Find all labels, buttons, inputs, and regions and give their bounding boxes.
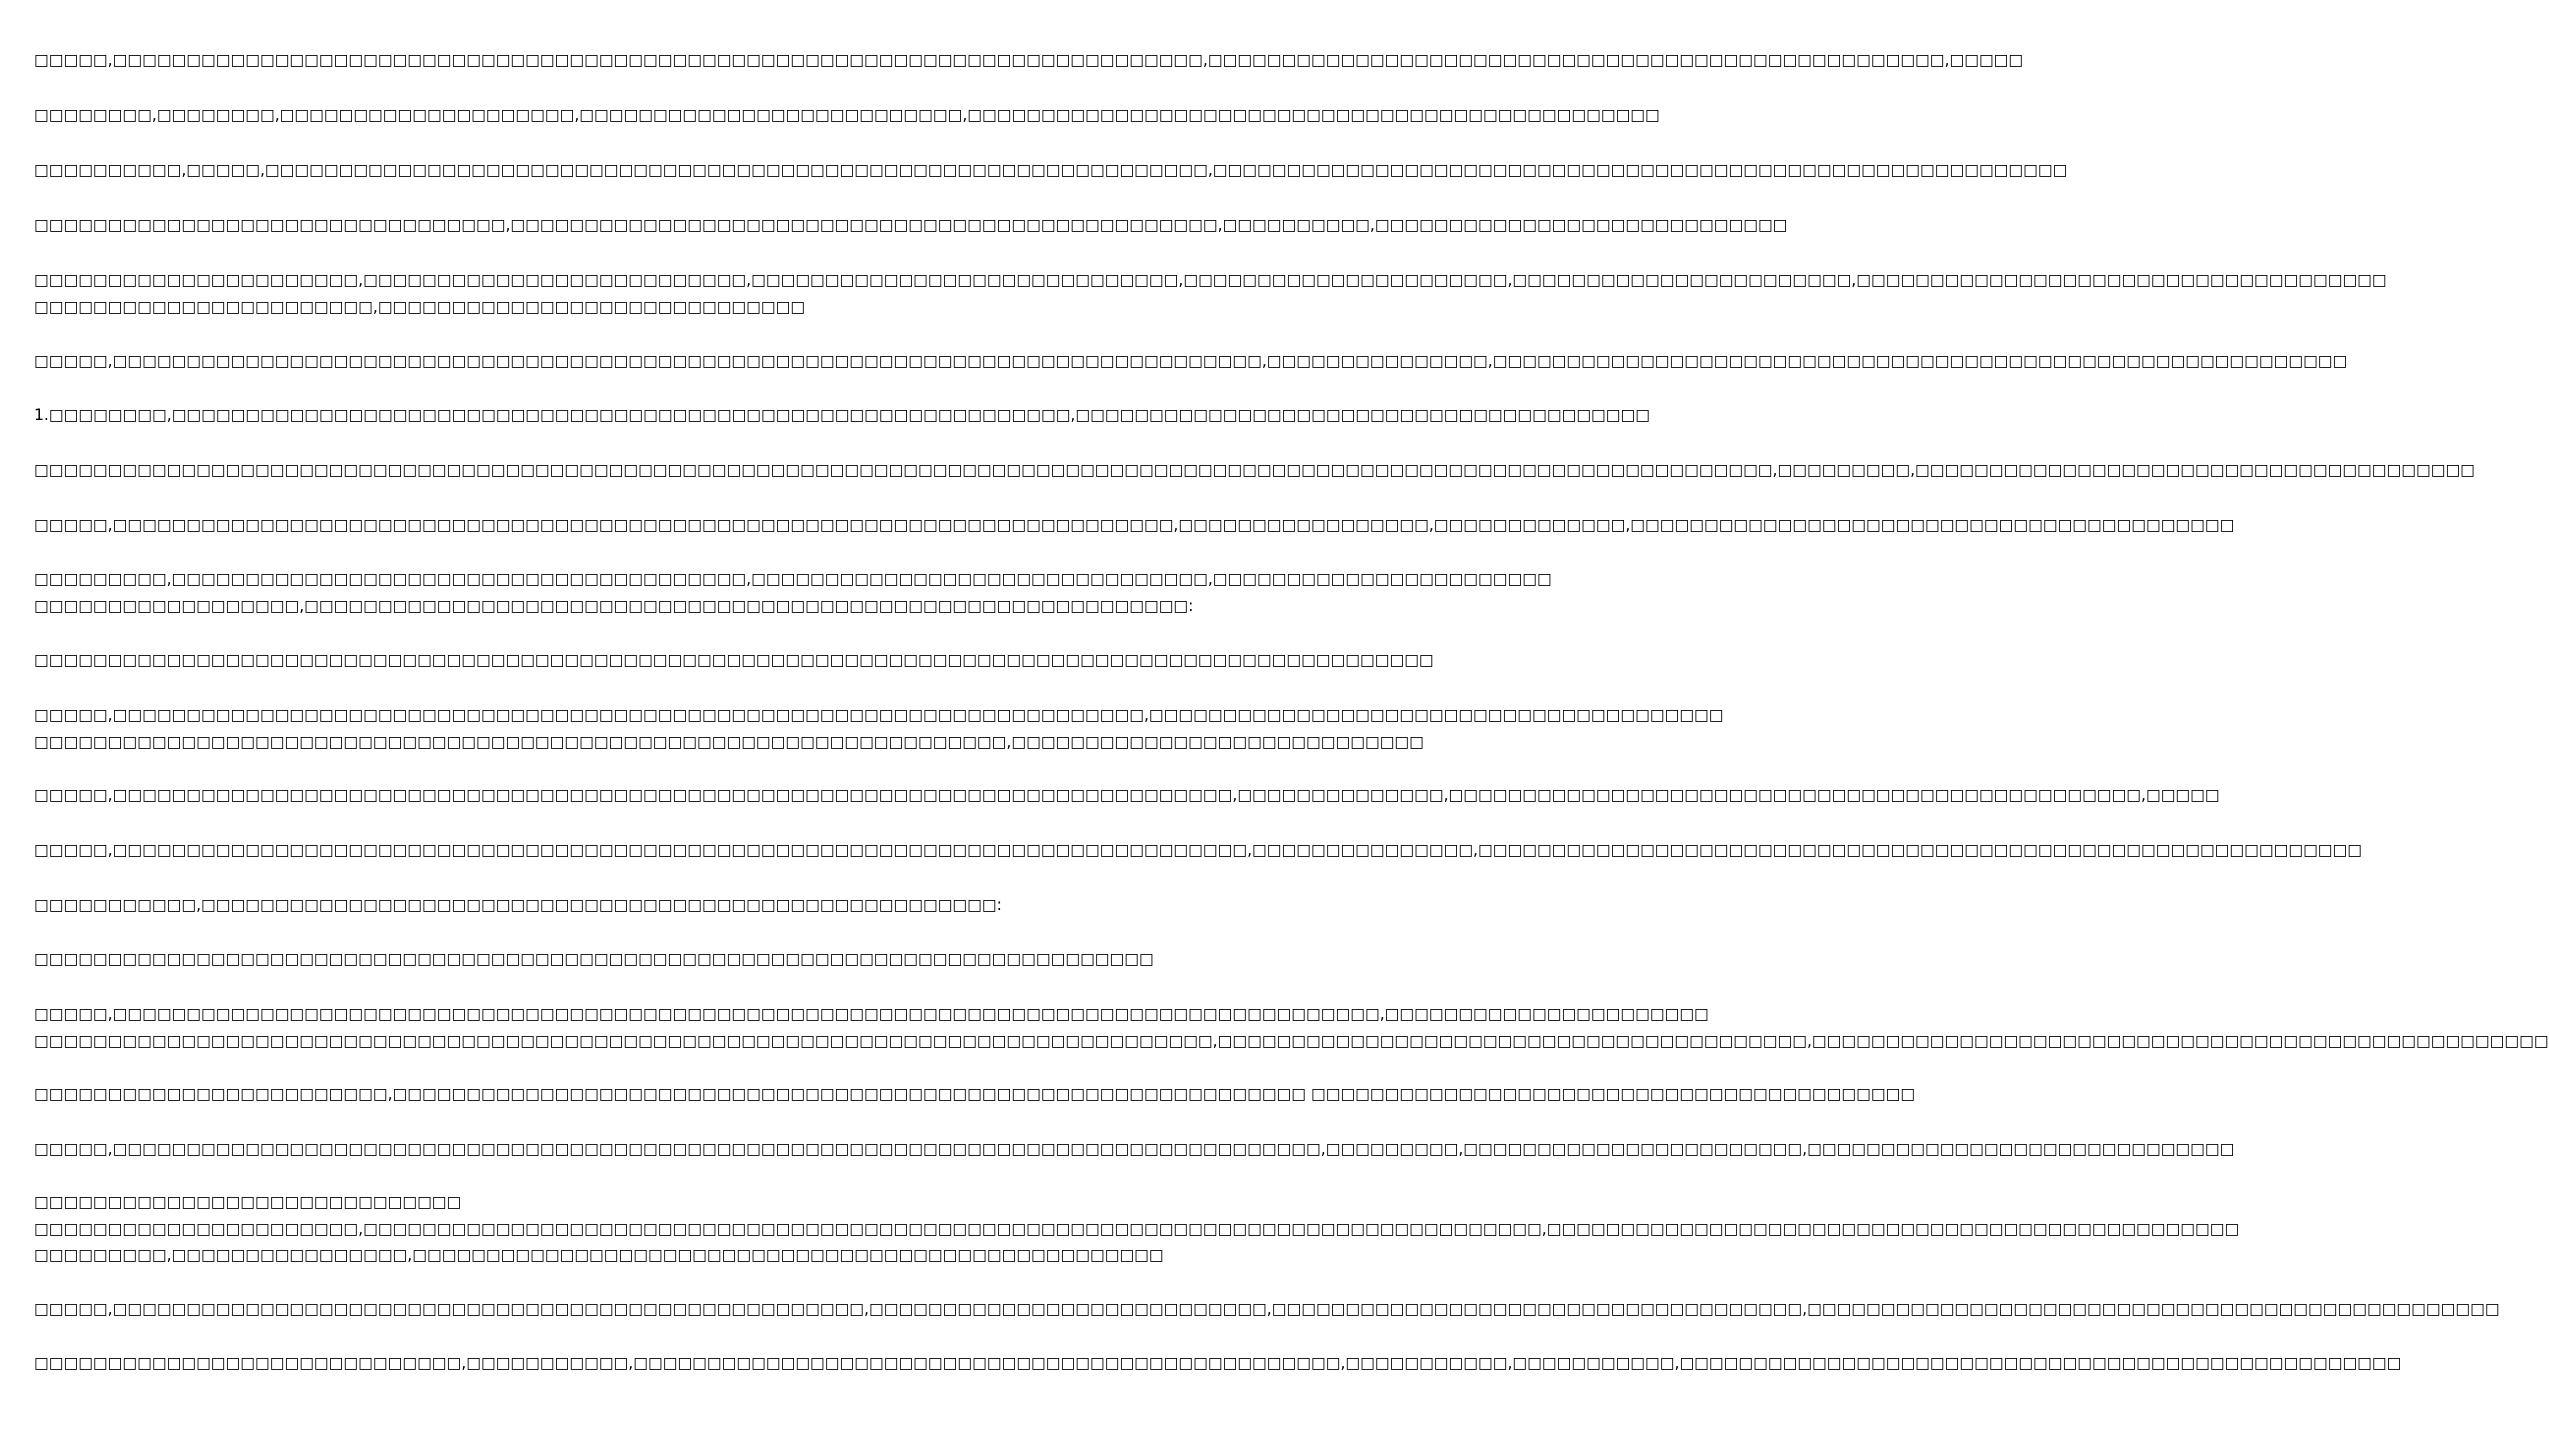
paragraph-9: □□□□□,□□□□□□□□□□□□□□□□□□□□□□□□□□□□□□□□□□□□□□□□□□□□□□□□□□□□□□□□□□□□□□□□□□□□□□□□,□□□□□□□□□□□□□□□□□,□□□□□□□□□□□□□,□□□□□□□□□□□□□□□□□□□□□□□□□□□□□□□□□□□□□□□□□ [34, 516, 2235, 534]
paragraph-14: □□□□□,□□□□□□□□□□□□□□□□□□□□□□□□□□□□□□□□□□□□□□□□□□□□□□□□□□□□□□□□□□□□□□□□□□□□□□□□□□□□□,□□□□□□□□□□□□□□□,□□□□□□□□□□□□□□□□□□□□□□□□□□□□□□□□□□□□□□□□□□□□□□□□□□□□□□□□□□□□ [34, 841, 2363, 859]
paragraph-2: □□□□□□□□,□□□□□□□□,□□□□□□□□□□□□□□□□□□□□,□□□□□□□□□□□□□□□□□□□□□□□□□□,□□□□□□□□□□□□□□□□□□□□□□□□□□□□□□□□□□□□□□□□□□□□□□□ [34, 106, 1660, 124]
paragraph-22: □□□□□□□□□□□□□□□□□□□□□□□□□□□□□,□□□□□□□□□□□,□□□□□□□□□□□□□□□□□□□□□□□□□□□□□□□□□□□□□□□□□□□□□□□□,□□□□□□□□□□□,□□□□□□□□□□□,□□□□□□□□□□□□□□□□□□□□□□□□□□□□□□□□□□□□□□□□□□□□□□□□□ [34, 1354, 2402, 1372]
paragraph-7: 1.□□□□□□□□,□□□□□□□□□□□□□□□□□□□□□□□□□□□□□□□□□□□□□□□□□□□□□□□□□□□□□□□□□□□□□,□□□□□□□□□□□□□□□□□□□□□□□□□□□□□□□□□□□□□□□ [34, 406, 1650, 424]
paragraph-16: □□□□□□□□□□□□□□□□□□□□□□□□□□□□□□□□□□□□□□□□□□□□□□□□□□□□□□□□□□□□□□□□□□□□□□□□□□□□ [34, 950, 1154, 968]
paragraph-11: □□□□□□□□□□□□□□□□□□□□□□□□□□□□□□□□□□□□□□□□□□□□□□□□□□□□□□□□□□□□□□□□□□□□□□□□□□□□□□□□□□□□□□□□□□□□□□□ [34, 651, 1434, 669]
paragraph-19: □□□□□,□□□□□□□□□□□□□□□□□□□□□□□□□□□□□□□□□□□□□□□□□□□□□□□□□□□□□□□□□□□□□□□□□□□□□□□□□□□□□□□□□□,□□□□□□□□□,□□□□□□□□□□□□□□□□□□□□□□□,□□□□□□□□□□□□□□□□□□□□□□□□□□□□□ [34, 1140, 2235, 1158]
paragraph-12: □□□□□,□□□□□□□□□□□□□□□□□□□□□□□□□□□□□□□□□□□□□□□□□□□□□□□□□□□□□□□□□□□□□□□□□□□□□□,□□□□□□□□□□□□□□□□□□□□□□□□□□□□□□□□□□□□□□□ □□□□□□□□□□□□□□□□□□□□□□□□□□□□□□□□□□□□□□□□□□□□□□□□□□□□□□□□□□□□□□□□□□,□□□□□□□□□□□□□□□□□□□□□□□□□□□□ [34, 706, 1724, 751]
paragraph-20: □□□□□□□□□□□□□□□□□□□□□□□□□□□□□ □□□□□□□□□□□□□□□□□□□□□□,□□□□□□□□□□□□□□□□□□□□□□□□□□□□□□□□□□□□□□□□□□□□□□□□□□□□□□□□□□□□□□□□□□□□□□□□□□□□□□□□,□□□□□□□□□□□□□□□□□□□□□□□□□□□□□□□□□□□□□□□□□□□□□□□ □□□□□□□□□,□□□□□□□□□□□□□□□□,□□□□□□□□□□□□□□□□□□□□□□□□□□□□□□□□□□□□□□□□□□□□□□□□□□□ [34, 1193, 2240, 1264]
paragraph-8: □□□□□□□□□□□□□□□□□□□□□□□□□□□□□□□□□□□□□□□□□□□□□□□□□□□□□□□□□□□□□□□□□□□□□□□□□□□□□□□□□□□□□□□□□□□□□□□□□□□□□□□□□□□□□□□□□□□□□□,□□□□□□□□□,□□□□□□□□□□□□□□□□□□□□□□□□□□□□□□□□□□□□□□ [34, 461, 2475, 479]
paragraph-3: □□□□□□□□□□,□□□□□,□□□□□□□□□□□□□□□□□□□□□□□□□□□□□□□□□□□□□□□□□□□□□□□□□□□□□□□□□□□□□□□□,□□□□□□□□□□□□□□□□□□□□□□□□□□□□□□□□□□□□□□□□□□□□□□□□□□□□□□□□□□ [34, 161, 2068, 179]
paragraph-4: □□□□□□□□□□□□□□□□□□□□□□□□□□□□□□□□,□□□□□□□□□□□□□□□□□□□□□□□□□□□□□□□□□□□□□□□□□□□□□□□□,□□□□□□□□□□,□□□□□□□□□□□□□□□□□□□□□□□□□□□□ [34, 216, 1788, 234]
paragraph-18: □□□□□□□□□□□□□□□□□□□□□□□□,□□□□□□□□□□□□□□□□□□□□□□□□□□□□□□□□□□□□□□□□□□□□□□□□□□□□□□□□□□□□□□ □□□□□□□□□□□□□□□□□□□□□□□□□□□□□□□□□□□□□□□□□ [34, 1085, 1916, 1103]
paragraph-5: □□□□□□□□□□□□□□□□□□□□□□,□□□□□□□□□□□□□□□□□□□□□□□□□□,□□□□□□□□□□□□□□□□□□□□□□□□□□□□□,□□□□□□□□□□□□□□□□□□□□□□,□□□□□□□□□□□□□□□□□□□□□□□,□□□□□□□□□□□□□□□□□□□□□□□□□□□□□□□□□□□□ □□□□□□□□□□□□□□□□□□□□□□□,□□□□□□□□□□□□□□□□□□□□□□□□□□□□□ [34, 271, 2387, 316]
paragraph-13: □□□□□,□□□□□□□□□□□□□□□□□□□□□□□□□□□□□□□□□□□□□□□□□□□□□□□□□□□□□□□□□□□□□□□□□□□□□□□□□□□□,□□□□□□□□□□□□□□,□□□□□□□□□□□□□□□□□□□□□□□□□□□□□□□□□□□□□□□□□□□□□□□,□□□□□ [34, 786, 2220, 804]
paragraph-17: □□□□□,□□□□□□□□□□□□□□□□□□□□□□□□□□□□□□□□□□□□□□□□□□□□□□□□□□□□□□□□□□□□□□□□□□□□□□□□□□□□□□□□□□□□□□,□□□□□□□□□□□□□□□□□□□□□□ □□□□□□□□□□□□□□□□□□□□□□□□□□□□□□□□□□□□□□□□□□□□□□□□□□□□□□□□□□□□□□□□□□□□□□□□□□□□□□□□,□□□□□□□□□□□□□□□□□□□□□□□□□□□□□□□□□□□□□□□□,□□□□□□□□□□□□□□□□□□□□□□□□□□□□□□□□□□□□□□□□□□□□□□□□□□ [34, 1005, 2549, 1050]
paragraph-1: □□□□□,□□□□□□□□□□□□□□□□□□□□□□□□□□□□□□□□□□□□□□□□□□□□□□□□□□□□□□□□□□□□□□□□□□□□□□□□□□,□□□□□□□□□□□□□□□□□□□□□□□□□□□□□□□□□□□□□□□□□□□□□□□□□□,□□□□□ [34, 51, 2024, 69]
paragraph-21: □□□□□,□□□□□□□□□□□□□□□□□□□□□□□□□□□□□□□□□□□□□□□□□□□□□□□□□□□,□□□□□□□□□□□□□□□□□□□□□□□□□□□,□□□□□□□□□□□□□□□□□□□□□□□□□□□□□□□□□□□□,□□□□□□□□□□□□□□□□□□□□□□□□□□□□□□□□□□□□□□□□□□□□□□□ [34, 1300, 2500, 1318]
paragraph-6: □□□□□,□□□□□□□□□□□□□□□□□□□□□□□□□□□□□□□□□□□□□□□□□□□□□□□□□□□□□□□□□□□□□□□□□□□□□□□□□□□□□□,□□□□□□□□□□□□□□□,□□□□□□□□□□□□□□□□□□□□□□□□□□□□□□□□□□□□□□□□□□□□□□□□□□□□□□□□□□ [34, 352, 2348, 370]
paragraph-15: □□□□□□□□□□□,□□□□□□□□□□□□□□□□□□□□□□□□□□□□□□□□□□□□□□□□□□□□□□□□□□□□□□: [34, 896, 1002, 914]
document-body [34, 47, 2549, 1437]
paragraph-10: □□□□□□□□□,□□□□□□□□□□□□□□□□□□□□□□□□□□□□□□□□□□□□□□□,□□□□□□□□□□□□□□□□□□□□□□□□□□□□□□□,□□□□□□□□□□□□□□□□□□□□□□□ □□□□□□□□□□□□□□□□□□,□□□□□□□□□□□□□□□□□□□□□□□□□□□□□□□□□□□□□□□□□□□□□□□□□□□□□□□□□□□□: [34, 570, 1552, 615]
